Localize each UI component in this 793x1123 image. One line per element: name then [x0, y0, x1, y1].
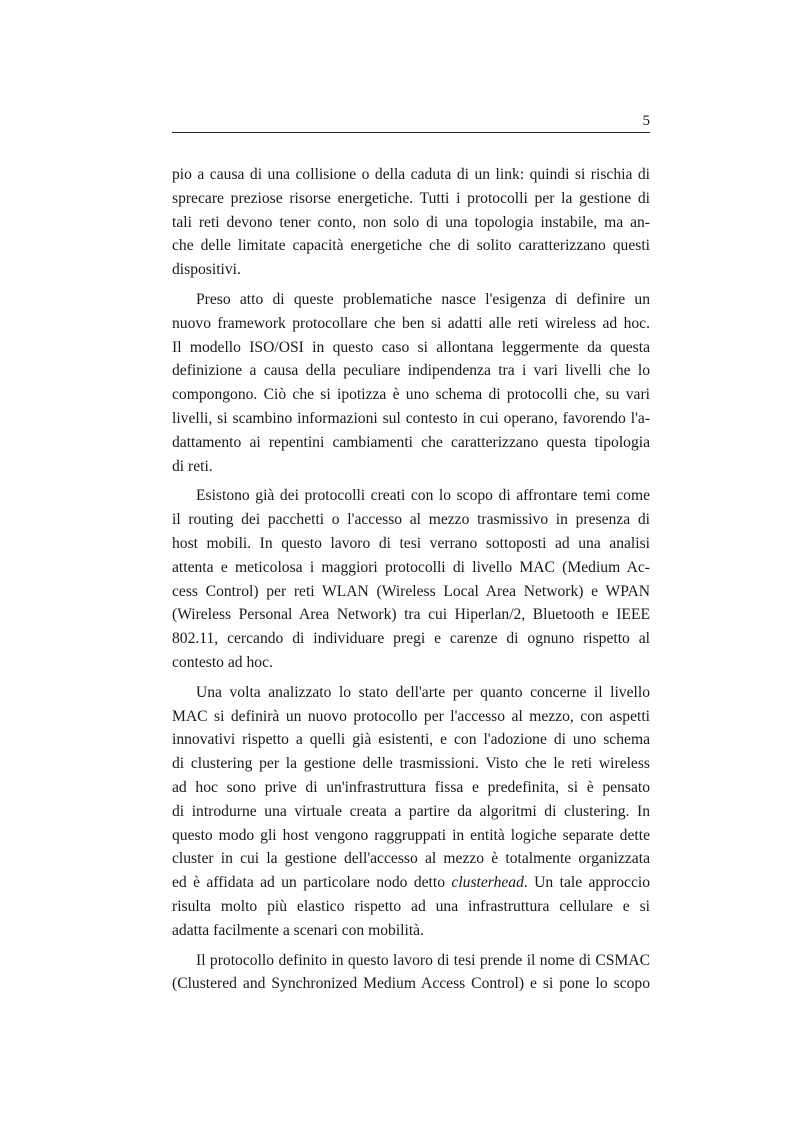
text-line-with-emphasis: [172, 871, 650, 895]
text-line: cess Control) per reti WLAN (Wireless Local Area Network) e WPAN: [172, 582, 650, 600]
text-line: dispositivi.: [172, 261, 241, 279]
text-line: di reti.: [172, 457, 213, 475]
text-line: Il modello ISO/OSI in questo caso si allontana leggermente da questa: [172, 338, 650, 356]
text-line: cluster in cui la gestione dell'accesso al mezzo è totalmente organizzata: [172, 850, 650, 868]
text-line: (Wireless Personal Area Network) tra cui Hiperlan/2, Bluetooth e IEEE: [172, 606, 650, 624]
text-line: pio a causa di una collisione o della caduta di un link: quindi si rischia di: [172, 166, 650, 183]
text-line: innovativi rispetto a quelli già esistenti, e con l'adozione di uno schema: [172, 731, 650, 749]
text-segment: . Un tale approccio: [523, 874, 650, 892]
text-line: host mobili. In questo lavoro di tesi verrano sottoposti ad una analisi: [172, 534, 650, 552]
text-line: il routing dei pacchetti o l'accesso al mezzo trasmissivo in presenza di: [172, 511, 650, 529]
text-line: dattamento ai repentini cambiamenti che caratterizzano questa tipologia: [172, 433, 650, 451]
text-line: questo modo gli host vengono raggruppati in entità logiche separate dette: [172, 826, 650, 844]
text-line: (Clustered and Synchronized Medium Access Control) e si pone lo scopo: [172, 975, 650, 993]
text-line: che delle limitate capacità energetiche che di solito caratterizzano questi: [172, 237, 650, 255]
text-line: attenta e meticolosa i maggiori protocolli di livello MAC (Medium Ac-: [172, 558, 650, 576]
text-line: nuovo framework protocollare che ben si adatti alle reti wireless ad hoc.: [172, 314, 650, 332]
emphasized-term: clusterhead: [451, 874, 524, 892]
text-line: MAC si definirà un nuovo protocollo per l'accesso al mezzo, con aspetti: [172, 707, 650, 725]
text-line: di introdurne una virtuale creata a partire da algoritmi di clustering. In: [172, 802, 650, 820]
text-line: tali reti devono tener conto, non solo di una topologia instabile, ma an-: [172, 213, 650, 231]
text-line: Il protocollo definito in questo lavoro di tesi prende il nome di CSMAC: [196, 951, 650, 969]
text-line: di clustering per la gestione delle trasmissioni. Visto che le reti wireless: [172, 755, 650, 773]
text-line: Una volta analizzato lo stato dell'arte per quanto concerne il livello: [196, 683, 650, 701]
text-line: ad hoc sono prive di un'infrastruttura fissa e predefinita, si è pensato: [172, 778, 650, 796]
page-number: 5: [642, 113, 650, 129]
paragraph-5: [172, 949, 650, 997]
text-line: 802.11, cercando di individuare pregi e carenze di ognuno rispetto al: [172, 630, 650, 648]
text-line: risulta molto più elastico rispetto ad una infrastruttura cellulare e si: [172, 897, 650, 915]
running-header: [172, 112, 650, 133]
text-line: livelli, si scambino informazioni sul contesto in cui operano, favorendo l'a-: [172, 409, 650, 427]
paragraph-1: [172, 163, 650, 282]
paragraph-3: [172, 484, 650, 674]
text-line: Preso atto di queste problematiche nasce l'esigenza di definire un: [196, 290, 650, 308]
body-text: [172, 163, 650, 996]
text-line: sprecare preziose risorse energetiche. Tutti i protocolli per la gestione di: [172, 189, 650, 207]
text-line: adatta facilmente a scenari con mobilità.: [172, 921, 424, 939]
text-segment: ed è affidata ad un particolare nodo detto: [172, 874, 446, 892]
paragraph-2: [172, 288, 650, 478]
text-line: definizione a causa della peculiare indipendenza tra i vari livelli che lo: [172, 362, 650, 380]
text-line: compongono. Ciò che si ipotizza è uno schema di protocolli che, su vari: [172, 386, 650, 404]
paragraph-4: [172, 681, 650, 943]
text-line: contesto ad hoc.: [172, 653, 273, 671]
text-line: Esistono già dei protocolli creati con lo scopo di affrontare temi come: [196, 487, 650, 505]
